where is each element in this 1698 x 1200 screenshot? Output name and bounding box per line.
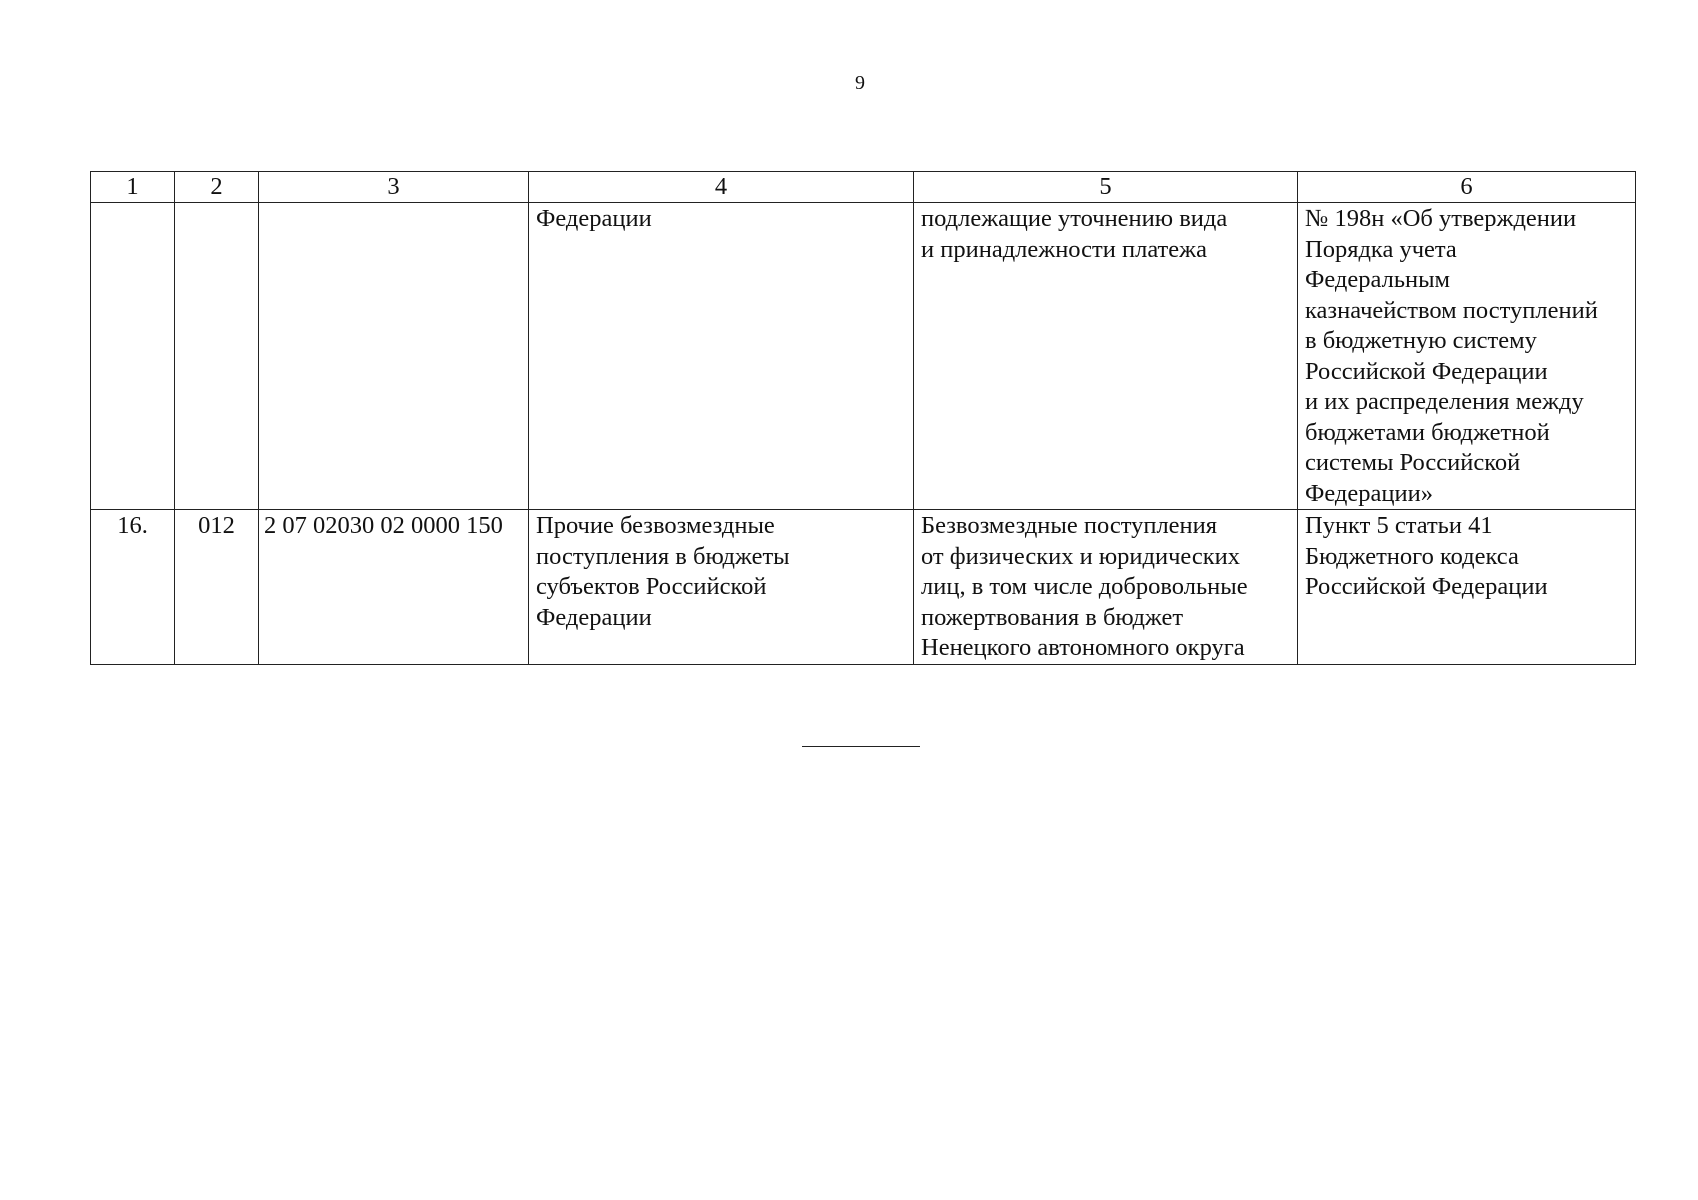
cell-text-line: Ненецкого автономного округа xyxy=(921,634,1245,661)
cell-text-line: Пункт 5 статьи 41 xyxy=(1305,512,1493,539)
cell-text-line: 16. xyxy=(117,512,148,539)
cell-text-line: Порядка учета xyxy=(1305,235,1457,263)
budget-code-cell xyxy=(259,203,529,510)
cell-text-line: лиц, в том числе добровольные xyxy=(921,573,1248,600)
legal-basis-cell xyxy=(1298,510,1636,665)
column-number-2: 2 xyxy=(175,172,259,203)
cell-text-line: Прочие безвозмездные xyxy=(536,512,775,539)
cell-text-line: казначейством поступлений xyxy=(1305,296,1598,324)
closing-rule xyxy=(802,746,920,747)
column-number-5: 5 xyxy=(914,172,1298,203)
column-number-1: 1 xyxy=(91,172,175,203)
table-row xyxy=(91,203,1636,510)
cell-text-line: субъектов Российской xyxy=(536,573,767,600)
revenue-table xyxy=(90,171,1636,665)
cell-text-line: № 198н «Об утверждении xyxy=(1305,205,1577,232)
cell-text-line: и их распределения между xyxy=(1305,388,1584,415)
admin-code-cell xyxy=(175,203,259,510)
cell-text-line: от физических и юридических xyxy=(921,542,1241,570)
legal-basis-cell xyxy=(1298,203,1636,510)
cell-text-line: подлежащие уточнению вида xyxy=(921,205,1228,232)
cell-text-line: 012 xyxy=(198,512,235,539)
table-header-row xyxy=(91,172,1636,203)
cell-text-line: Федерации xyxy=(536,205,652,232)
row-number-cell xyxy=(91,203,175,510)
column-number-4: 4 xyxy=(529,172,914,203)
income-name-cell xyxy=(529,510,914,665)
cell-text-line: 2 07 02030 02 0000 150 xyxy=(264,512,503,539)
cell-text-line: в бюджетную систему xyxy=(1305,327,1537,354)
cell-text-line: системы Российской xyxy=(1305,449,1521,476)
row-number-cell xyxy=(91,510,175,665)
cell-text-line: Российской Федерации xyxy=(1305,573,1548,600)
cell-text-line: Федерации» xyxy=(1305,479,1433,507)
cell-text-line: Безвозмездные поступления xyxy=(921,512,1218,539)
cell-text-line: и принадлежности платежа xyxy=(921,235,1207,263)
description-cell xyxy=(914,510,1298,665)
cell-text-line: бюджетами бюджетной xyxy=(1305,418,1550,446)
admin-code-cell xyxy=(175,510,259,665)
cell-text-line: Российской Федерации xyxy=(1305,357,1548,385)
column-number-3: 3 xyxy=(259,172,529,203)
cell-text-line: Бюджетного кодекса xyxy=(1305,542,1519,570)
income-name-cell xyxy=(529,203,914,510)
budget-code-cell xyxy=(259,510,529,665)
column-number-6: 6 xyxy=(1298,172,1636,203)
table-row xyxy=(91,510,1636,665)
cell-text-line: поступления в бюджеты xyxy=(536,542,790,570)
description-cell xyxy=(914,203,1298,510)
cell-text-line: пожертвования в бюджет xyxy=(921,603,1184,631)
page-number: 9 xyxy=(855,72,865,94)
cell-text-line: Федеральным xyxy=(1305,266,1451,293)
cell-text-line: Федерации xyxy=(536,603,652,631)
